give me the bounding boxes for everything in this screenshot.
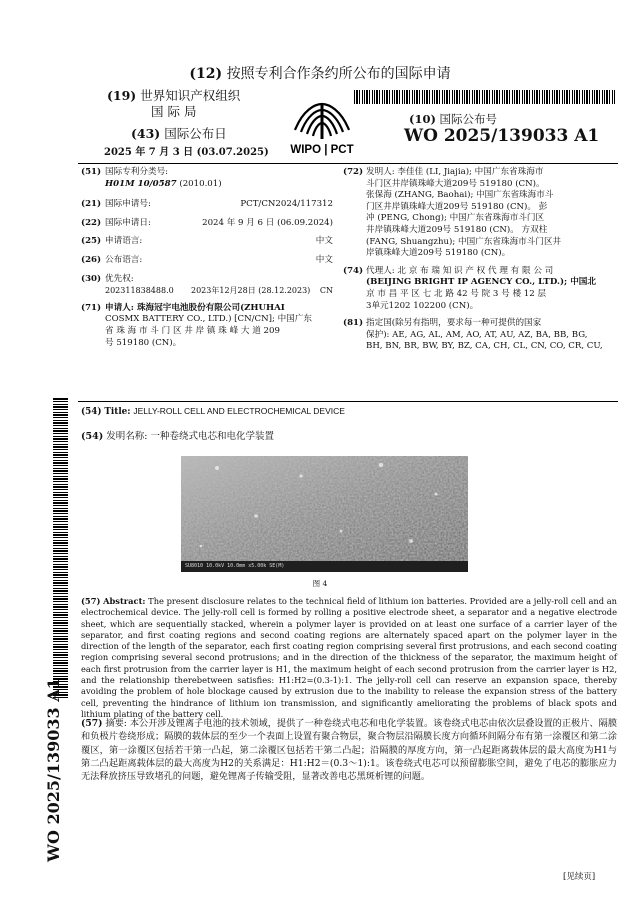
- inid-code-26: (26): [81, 254, 102, 265]
- applicant-line-2: COSMX BATTERY CO., LTD.) [CN/CN]; 中国广东: [105, 314, 312, 325]
- filing-date-label: 国际申请日:: [105, 217, 151, 228]
- filing-date: 2024 年 9 月 6 日 (06.09.2024): [202, 217, 333, 228]
- inventor-line: 发明人: 李佳佳 (LI, Jiajia); 中国广东省珠海市: [366, 167, 544, 177]
- title-chinese-label: 发明名称:: [106, 431, 148, 442]
- abstract-chinese: [81, 717, 617, 783]
- publication-date-label-row: [131, 126, 227, 141]
- inventor-line: 斗门区井岸镇珠峰大道209号 519180 (CN)。: [366, 178, 545, 189]
- inventor-line: 张保海 (ZHANG, Baohai); 中国广东省珠海市斗: [366, 190, 554, 201]
- continued-note: [见续页]: [563, 872, 596, 882]
- application-number-label: 国际申请号:: [105, 199, 151, 210]
- header-divider: [78, 163, 618, 164]
- barcode-side: [53, 398, 68, 698]
- publication-number: WO 2025/139033 A1: [404, 126, 600, 146]
- agent-line: 代理人: 北 京 布 瑞 知 识 产 权 代 理 有 限 公 司: [366, 265, 554, 276]
- inid-code-30: (30): [81, 273, 102, 284]
- filing-language-label: 申请语言:: [105, 236, 143, 247]
- publication-language-label: 公布语言:: [105, 254, 143, 265]
- inid-code-43: (43): [131, 126, 161, 141]
- inventor-line: (FANG, Shuangzhu); 中国广东省珠海市斗门区井: [366, 236, 562, 247]
- title-english-label: Title:: [104, 407, 131, 417]
- bureau-name: 国 际 局: [151, 104, 197, 119]
- inid-code-54: (54): [81, 407, 102, 417]
- figure-caption: 图 4: [312, 579, 328, 588]
- abstract-chinese-text: 本公开涉及锂离子电池的技术领域，提供了一种卷绕式电芯和电化学装置。该卷绕式电芯由依次层叠设置的正极片、隔膜和负极片卷绕形成；隔膜的载体层的至少一个表面上设置有聚合物层，聚合物层沿隔膜长度方向循环间隔分布有第一涂覆区和第二涂覆区，第一涂覆区包括若干第一凸起，第二涂覆区包括若干第二凸起；沿隔膜的厚度方向，第一凸起距离载体层的最大高度为H1与第二凸起距离载体层的最大高度为H2的关系满足：H1:H2＝(0.3～1):1。该卷绕式电芯可以预留膨胀空间，避免了电芯的膨胀应力无法释放挤压导致堵孔的问题，避免锂离子传输受阻，显著改善电芯黑斑析锂的问题。: [81, 718, 618, 783]
- designated-states-line: BH, BN, BR, BW, BY, BZ, CA, CH, CL, CN, CO, CR, CU,: [366, 341, 603, 352]
- barcode-top: [354, 90, 616, 104]
- document-type-title: [0, 63, 640, 83]
- organization-block: [107, 88, 240, 120]
- wipo-logo-text: WIPO | PCT: [290, 144, 354, 156]
- application-number: PCT/CN2024/117312: [240, 199, 333, 210]
- inid-code-71: (71): [81, 302, 102, 313]
- inventor-line: 门区井岸镇珠峰大道209号 519180 (CN)。 彭: [366, 201, 548, 212]
- agent-line: (BEIJING BRIGHT IP AGENCY CO., LTD.); 中国北: [366, 277, 596, 288]
- inid-code-51: (51): [81, 167, 102, 177]
- agent-line: 3单元1202 102200 (CN)。: [366, 300, 479, 311]
- designated-states-line: 保护): AE, AG, AL, AM, AO, AT, AU, AZ, BA, BB, BG,: [366, 329, 588, 340]
- inid-code-57-cn: (57): [81, 718, 103, 729]
- title-chinese: 一种卷绕式电芯和电化学装置: [150, 431, 274, 442]
- applicant-line-3: 省 珠 海 市 斗 门 区 井 岸 镇 珠 峰 大 道 209: [105, 325, 280, 336]
- inid-code-22: (22): [81, 217, 102, 228]
- publication-language: 中文: [315, 254, 333, 265]
- wipo-logo: [273, 100, 371, 156]
- inid-code-81: (81): [343, 318, 364, 329]
- inid-code-72: (72): [343, 167, 364, 177]
- inventor-line: 岸镇珠峰大道209号 519180 (CN)。: [366, 248, 511, 259]
- ipc-code: H01M 10/0587: [105, 178, 177, 189]
- inid-code-54-cn: (54): [81, 431, 104, 442]
- title-divider: [78, 401, 618, 402]
- designated-states-line: 指定国(除另有指明，要求每一种可提供的国家: [366, 318, 542, 329]
- abstract-chinese-label: 摘要:: [105, 718, 127, 729]
- inid-code-19: (19): [107, 88, 137, 103]
- inventor-line: 井岸镇珠峰大道209号 519180 (CN)。 方双柱: [366, 224, 548, 235]
- side-publication-number: WO 2025/139033 A1: [44, 678, 63, 862]
- sem-micrograph: [181, 456, 468, 572]
- document-type-text: 按照专利合作条约所公布的国际申请: [226, 66, 451, 82]
- ipc-label: 国际专利分类号:: [105, 167, 169, 177]
- organization-name: 世界知识产权组织: [140, 88, 241, 103]
- title-english: JELLY-ROLL CELL AND ELECTROCHEMICAL DEVICE: [133, 406, 345, 416]
- applicant-line-4: 号 519180 (CN)。: [105, 337, 182, 348]
- publication-number-label-row: [409, 111, 497, 127]
- publication-number-label: 国际公布号: [439, 112, 498, 126]
- publication-date-label: 国际公布日: [164, 126, 227, 141]
- filing-language: 中文: [315, 236, 333, 247]
- inid-code-57: (57): [81, 596, 101, 606]
- priority-country: CN: [319, 286, 333, 296]
- sem-texture: [181, 456, 468, 561]
- priority-date: 2023年12月28日 (28.12.2023): [191, 286, 311, 296]
- biblio-left-column: [81, 167, 333, 349]
- abstract-english-label: Abstract:: [103, 596, 146, 606]
- ipc-version: (2010.01): [176, 178, 222, 189]
- title-english-row: [81, 406, 345, 417]
- inid-code-74: (74): [343, 265, 364, 276]
- biblio-right-column: [343, 167, 618, 353]
- sem-info-bar: SU8010 10.0kV 10.0mm x5.00k SE(M): [181, 561, 468, 572]
- agent-line: 京 市 昌 平 区 七 北 路 42 号 院 3 号 楼 12 层: [366, 288, 547, 299]
- abstract-english: [81, 596, 617, 720]
- inventor-line: 冲 (PENG, Chong); 中国广东省珠海市斗门区: [366, 213, 545, 224]
- applicant-line-1: 申请人: 珠海冠宇电池股份有限公司(ZHUHAI: [105, 302, 285, 313]
- title-chinese-row: [81, 428, 274, 442]
- inid-code-12: (12): [189, 66, 223, 82]
- publication-date: 2025 年 7 月 3 日 (03.07.2025): [104, 147, 269, 158]
- inid-code-25: (25): [81, 236, 102, 247]
- inid-code-21: (21): [81, 199, 102, 210]
- priority-number: 202311838488.0: [105, 286, 174, 296]
- inid-code-10: (10): [409, 112, 436, 126]
- priority-label: 优先权:: [105, 273, 134, 284]
- abstract-english-text: The present disclosure relates to the technical field of lithium ion batteries. Provided are a jelly-roll cell and an electrochemical device. The jelly-roll cell is formed by rolling a positive electrode sheet, a separator and a negative electrode sheet, which are sequentially stacked, wherein a polymer layer is provided on at least one surface of a carrier layer of the separator, and first coating regions and second coating regions are alternately spaced apart on the polymer layer in the direction of the length of the separator, each first coating region comprising several first protrusions, and each second coating region comprising several second protrusions; and in the direction of the thickness of the separator, the maximum height of each first protrusion from the carrier layer is H1, the maximum height of each second protrusion from the carrier layer is H2, and the relationship therebetween satisfies: H1:H2=(0.3-1):1. The jelly-roll cell can reserve an expansion space, thereby avoiding the problem of hole blockage caused by extrusion due to the inability to release the expansion stress of the battery cell, preventing the hindrance of lithium ion transmission, and significantly ameliorating the problems of black spots and lithium plating of the battery cell.: [81, 596, 618, 719]
